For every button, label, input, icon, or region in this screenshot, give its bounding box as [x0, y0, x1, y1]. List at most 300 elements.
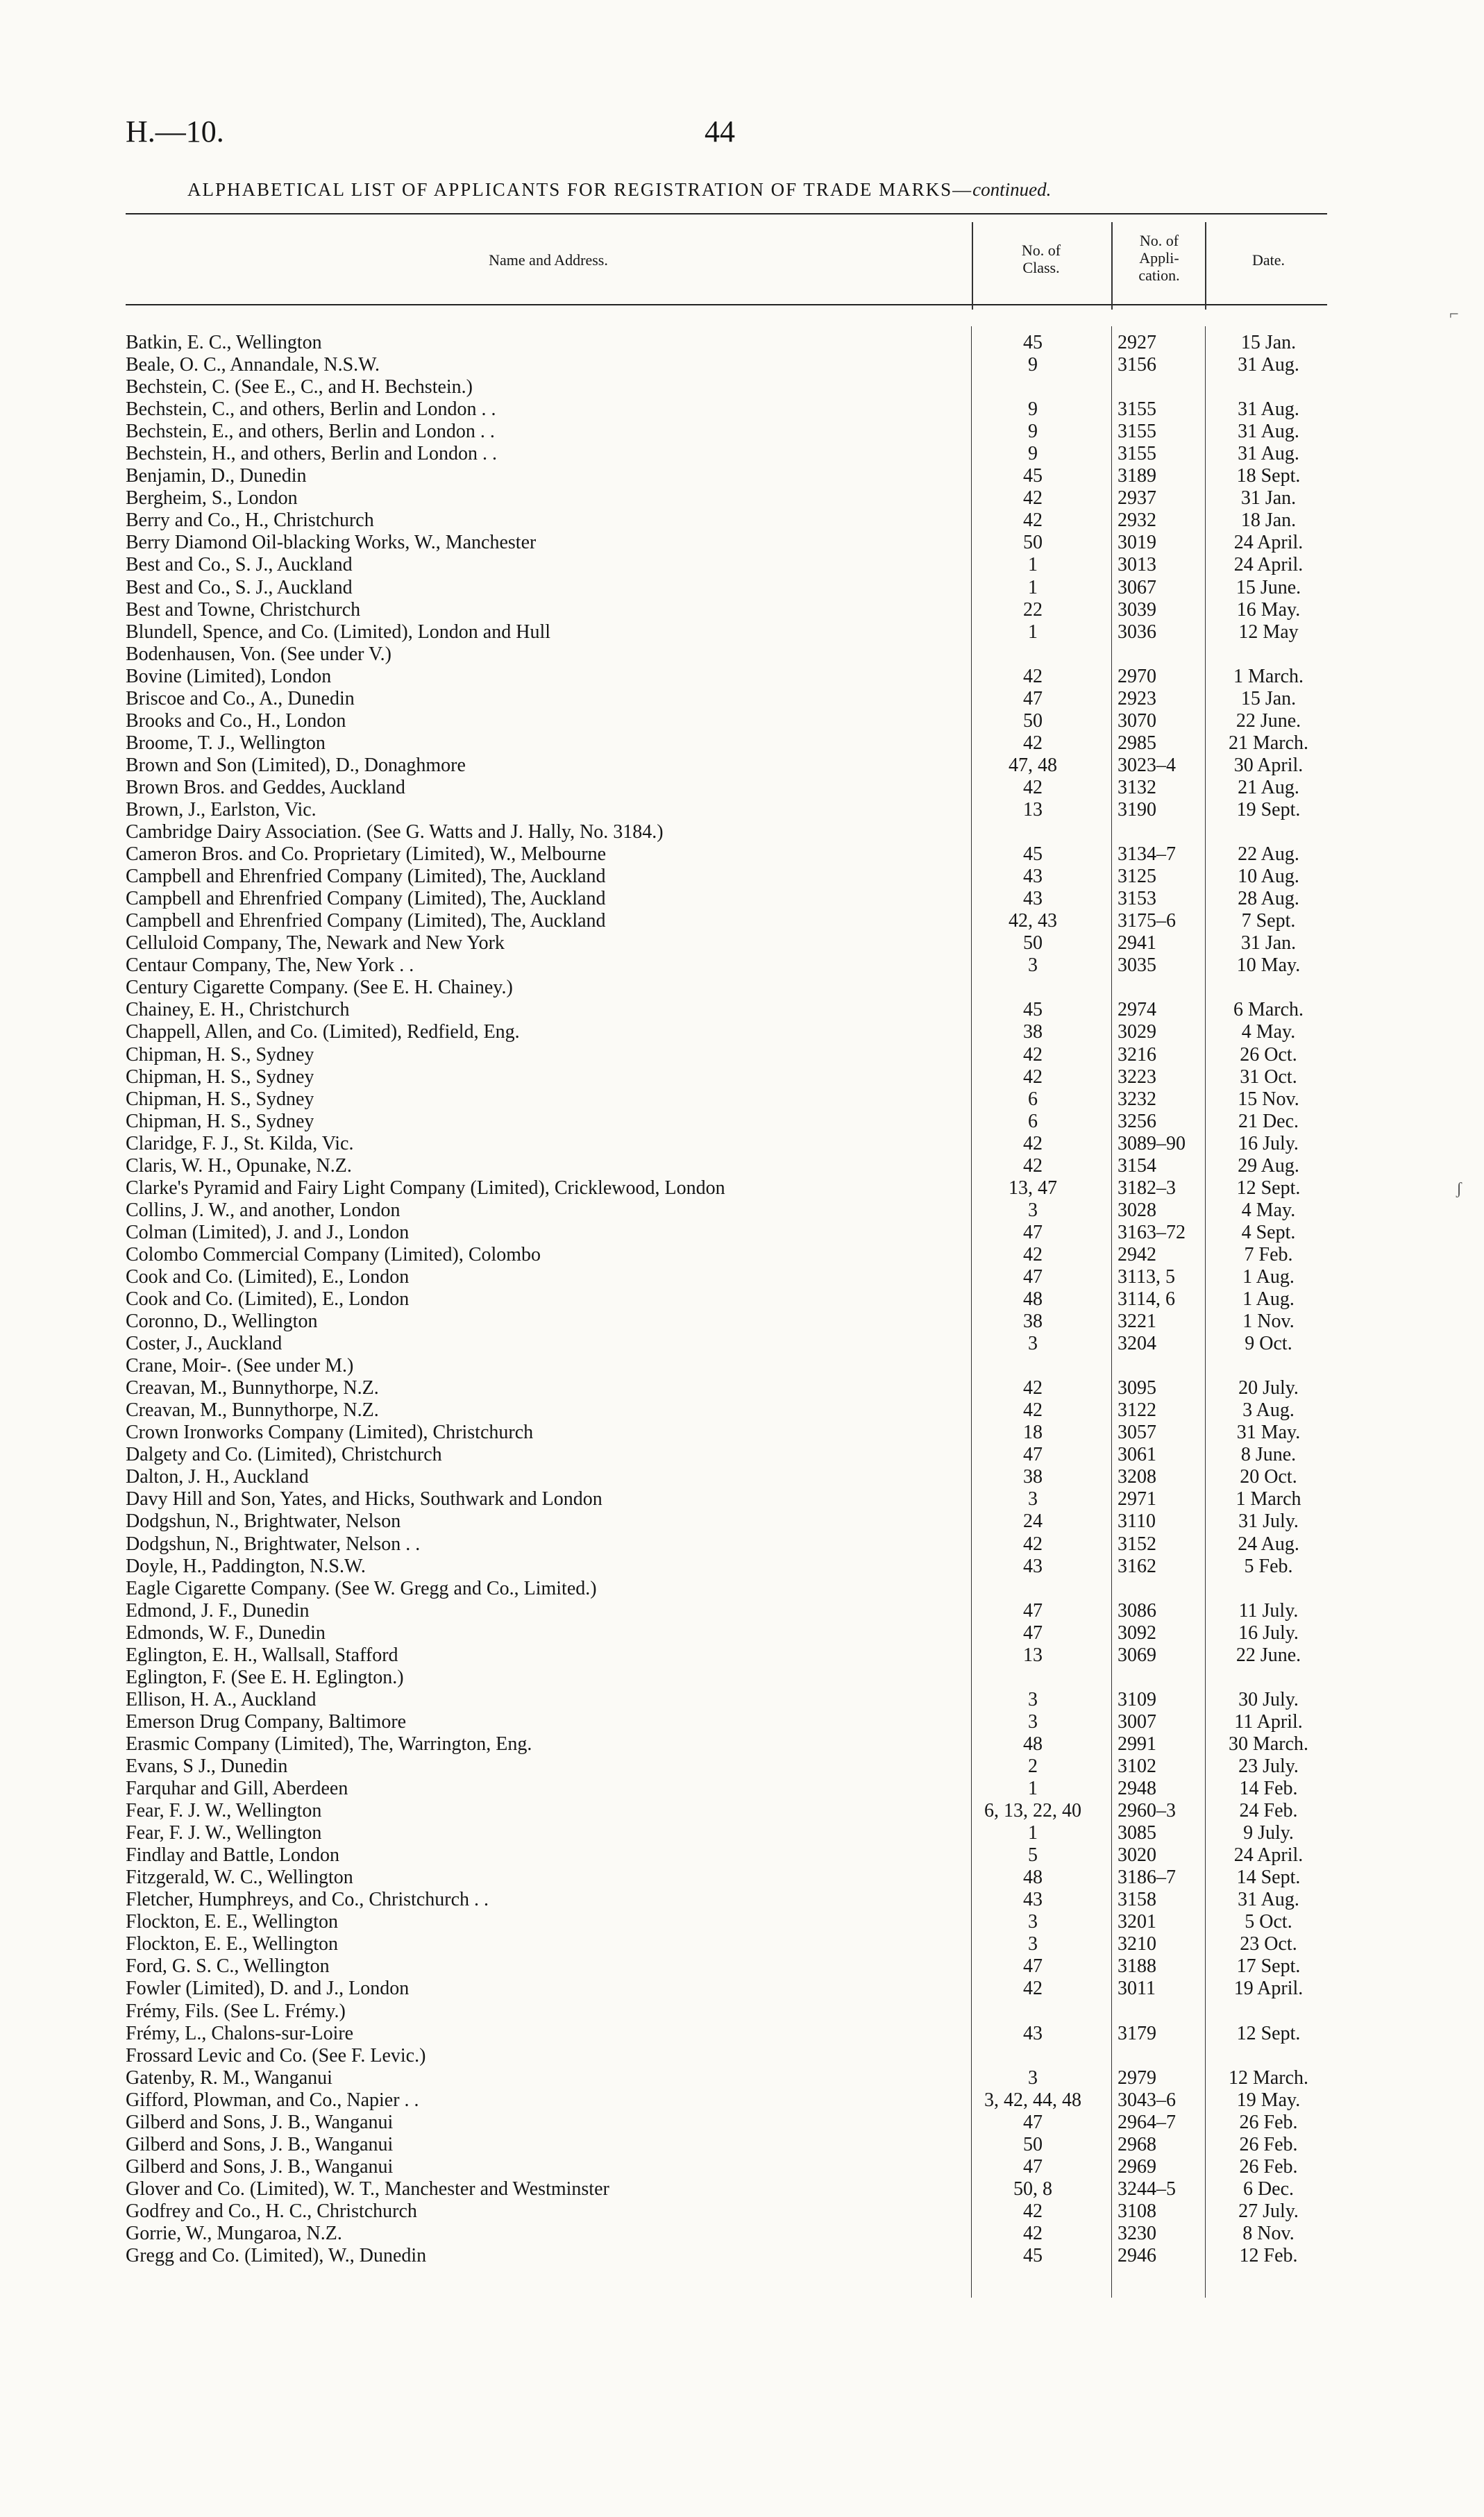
application-date: 31 Aug. [1238, 398, 1299, 421]
application-date: 16 July. [1238, 1622, 1299, 1644]
table-row [0, 643, 1484, 666]
applicant-name: Coronno, D., Wellington [126, 1311, 318, 1333]
application-number: 3230 [1118, 2222, 1156, 2244]
application-date: 23 July. [1238, 1756, 1299, 1777]
class-number: 42 [1023, 1154, 1043, 1177]
applicant-name: Frossard Levic and Co. (See F. Levic.) [126, 2044, 426, 2066]
class-number: 6 [1028, 1088, 1038, 1110]
application-number: 3019 [1118, 532, 1156, 554]
applicant-name: Frémy, L., Chalons-sur-Loire [126, 2022, 354, 2044]
table-row [0, 1955, 1484, 1978]
applicant-name: Coster, J., Auckland [126, 1333, 283, 1355]
applicant-name: Findlay and Battle, London [126, 1844, 339, 1867]
applicant-name: Evans, S J., Dunedin [126, 1756, 288, 1777]
table-row [0, 1288, 1484, 1311]
application-number: 3204 [1118, 1333, 1156, 1355]
table-row [0, 2067, 1484, 2089]
class-number: 45 [1023, 465, 1043, 487]
application-date: 14 Feb. [1239, 1778, 1298, 1800]
application-number: 3013 [1118, 554, 1156, 576]
class-number: 42 [1023, 1066, 1043, 1088]
applicant-name: Collins, J. W., and another, London [126, 1199, 400, 1221]
application-number: 3036 [1118, 621, 1156, 643]
class-number: 45 [1023, 843, 1043, 866]
table-row [0, 1444, 1484, 1466]
class-number: 6, 13, 22, 40 [984, 1800, 1081, 1822]
applicant-name: Glover and Co. (Limited), W. T., Manchester and Westminster [126, 2178, 609, 2200]
applicant-name: Campbell and Ehrenfried Company (Limited), The, Auckland [126, 888, 606, 910]
column-divider-application [1111, 222, 1113, 310]
applicant-name: Cook and Co. (Limited), E., London [126, 1265, 410, 1288]
table-row [0, 1222, 1484, 1244]
class-number: 42 [1023, 732, 1043, 754]
applicant-name: Brown, J., Earlston, Vic. [126, 798, 317, 820]
class-number: 3, 42, 44, 48 [984, 2089, 1081, 2111]
applicant-name: Berry Diamond Oil-blacking Works, W., Manchester [126, 532, 537, 554]
class-number: 50 [1023, 932, 1043, 954]
application-date: 17 Sept. [1236, 1955, 1301, 1978]
class-number: 43 [1023, 1889, 1043, 1911]
applicant-name: Brown and Son (Limited), D., Donaghmore [126, 754, 466, 776]
application-number: 3134–7 [1118, 843, 1176, 866]
table-row [0, 532, 1484, 554]
class-number: 48 [1023, 1288, 1043, 1311]
applicant-name: Eagle Cigarette Company. (See W. Gregg and Co., Limited.) [126, 1577, 597, 1599]
applicant-name: Claris, W. H., Opunake, N.Z. [126, 1154, 352, 1177]
table-row [0, 1667, 1484, 1689]
application-date: 30 March. [1228, 1733, 1309, 1755]
class-number: 45 [1023, 2245, 1043, 2267]
application-number: 3221 [1118, 1311, 1156, 1333]
table-row [0, 487, 1484, 510]
table-row [0, 2112, 1484, 2134]
application-date: 5 Oct. [1245, 1911, 1292, 1933]
class-number: 50 [1023, 709, 1043, 732]
column-header-application: No. of Appli- cation. [1138, 232, 1180, 284]
applicant-name: Gilberd and Sons, J. B., Wanganui [126, 2111, 394, 2133]
applicant-name: Batkin, E. C., Wellington [126, 332, 322, 353]
application-number: 3179 [1118, 2022, 1156, 2044]
application-number: 3188 [1118, 1955, 1156, 1978]
class-number: 13 [1023, 798, 1043, 820]
applicant-name: Dodgshun, N., Brightwater, Nelson [126, 1510, 401, 1533]
table-row [0, 1466, 1484, 1488]
table-row [0, 1044, 1484, 1066]
table-row [0, 1800, 1484, 1822]
applicant-name: Benjamin, D., Dunedin [126, 465, 307, 487]
table-row [0, 1756, 1484, 1778]
class-number: 42 [1023, 1377, 1043, 1399]
table-top-rule [126, 213, 1327, 214]
applicant-name: Cambridge Dairy Association. (See G. Watts and J. Hally, No. 3184.) [126, 821, 664, 843]
table-row [0, 688, 1484, 710]
table-row [0, 2023, 1484, 2045]
table-row [0, 1911, 1484, 1933]
application-number: 3163–72 [1118, 1221, 1186, 1243]
table-row [0, 1978, 1484, 2000]
application-number: 2942 [1118, 1243, 1156, 1265]
application-number: 3057 [1118, 1422, 1156, 1444]
class-number: 43 [1023, 1555, 1043, 1577]
applicant-name: Ford, G. S. C., Wellington [126, 1955, 330, 1978]
applicant-name: Colombo Commercial Company (Limited), Colombo [126, 1243, 541, 1265]
class-number: 38 [1023, 1466, 1043, 1488]
table-row [0, 354, 1484, 376]
application-date: 19 Sept. [1236, 798, 1301, 820]
table-row [0, 443, 1484, 465]
table-row [0, 1244, 1484, 1266]
applicant-name: Chappell, Allen, and Co. (Limited), Redfield, Eng. [126, 1021, 520, 1043]
application-number: 3156 [1118, 354, 1156, 376]
table-row [0, 710, 1484, 732]
application-date: 31 May. [1236, 1422, 1301, 1444]
applicant-name: Bodenhausen, Von. (See under V.) [126, 643, 391, 665]
class-number: 42, 43 [1009, 910, 1057, 932]
class-number: 24 [1023, 1510, 1043, 1533]
column-header-class: No. of Class. [1021, 242, 1061, 276]
class-number: 42 [1023, 665, 1043, 687]
application-number: 2970 [1118, 665, 1156, 687]
application-date: 9 July. [1243, 1822, 1294, 1844]
application-number: 3109 [1118, 1688, 1156, 1710]
table-row [0, 1778, 1484, 1800]
table-row [0, 666, 1484, 688]
table-row [0, 1578, 1484, 1600]
applicant-name: Gregg and Co. (Limited), W., Dunedin [126, 2245, 427, 2267]
applicant-name: Flockton, E. E., Wellington [126, 1933, 338, 1955]
table-row [0, 732, 1484, 755]
application-date: 21 Dec. [1238, 1110, 1299, 1132]
table-row [0, 977, 1484, 999]
application-date: 24 April. [1233, 554, 1304, 576]
table-row [0, 932, 1484, 954]
class-number: 38 [1023, 1021, 1043, 1043]
application-number: 3095 [1118, 1377, 1156, 1399]
application-number: 2991 [1118, 1733, 1156, 1755]
applicant-name: Best and Co., S. J., Auckland [126, 554, 353, 576]
application-number: 3189 [1118, 465, 1156, 487]
table-row [0, 1155, 1484, 1177]
applicant-name: Gilberd and Sons, J. B., Wanganui [126, 2155, 394, 2178]
class-number: 50 [1023, 2133, 1043, 2155]
applicant-name: Chainey, E. H., Christchurch [126, 999, 350, 1021]
class-number: 3 [1028, 2066, 1038, 2089]
table-row [0, 376, 1484, 398]
table-row [0, 799, 1484, 821]
table-row [0, 1399, 1484, 1422]
table-row [0, 621, 1484, 643]
applicant-name: Brown Bros. and Geddes, Auckland [126, 776, 405, 798]
application-number: 3155 [1118, 421, 1156, 443]
application-date: 12 May [1238, 621, 1299, 643]
application-number: 3086 [1118, 1599, 1156, 1622]
application-number: 2979 [1118, 2066, 1156, 2089]
class-number: 45 [1023, 332, 1043, 353]
table-row [0, 421, 1484, 443]
application-number: 2946 [1118, 2245, 1156, 2267]
applicant-name: Chipman, H. S., Sydney [126, 1110, 314, 1132]
applicant-name: Fear, F. J. W., Wellington [126, 1822, 322, 1844]
table-row [0, 554, 1484, 576]
applicant-name: Creavan, M., Bunnythorpe, N.Z. [126, 1377, 379, 1399]
class-number: 47 [1023, 2111, 1043, 2133]
applicant-name: Fowler (Limited), D. and J., London [126, 1978, 410, 2000]
column-header-date: Date. [1251, 251, 1285, 269]
class-number: 48 [1023, 1867, 1043, 1889]
class-number: 47 [1023, 687, 1043, 709]
applicant-name: Clarke's Pyramid and Fairy Light Company (Limited), Cricklewood, London [126, 1177, 725, 1199]
applicant-name: Emerson Drug Company, Baltimore [126, 1710, 407, 1733]
class-number: 3 [1028, 1333, 1038, 1355]
application-number: 3069 [1118, 1644, 1156, 1666]
application-date: 12 Sept. [1236, 1177, 1301, 1199]
application-date: 4 Sept. [1241, 1221, 1296, 1243]
application-date: 24 April. [1233, 1844, 1304, 1867]
application-date: 9 Oct. [1245, 1333, 1292, 1355]
application-number: 3223 [1118, 1066, 1156, 1088]
application-date: 18 Jan. [1240, 510, 1297, 532]
application-number: 3067 [1118, 576, 1156, 598]
application-date: 28 Aug. [1238, 888, 1299, 910]
application-number: 3011 [1118, 1978, 1156, 2000]
class-number: 3 [1028, 1199, 1038, 1221]
applicant-name: Cook and Co. (Limited), E., London [126, 1288, 410, 1311]
application-date: 24 Feb. [1239, 1800, 1298, 1822]
applicant-name: Briscoe and Co., A., Dunedin [126, 687, 355, 709]
table-row [0, 1822, 1484, 1844]
application-date: 15 Jan. [1240, 332, 1297, 353]
applicant-name: Ellison, H. A., Auckland [126, 1688, 317, 1710]
applicant-name: Creavan, M., Bunnythorpe, N.Z. [126, 1399, 379, 1422]
table-row [0, 599, 1484, 621]
application-date: 20 July. [1238, 1377, 1299, 1399]
table-row [0, 1733, 1484, 1756]
table-row [0, 1844, 1484, 1867]
application-date: 22 June. [1236, 709, 1301, 732]
application-number: 3029 [1118, 1021, 1156, 1043]
parliamentary-paper-code: H.—10. [126, 115, 224, 149]
application-date: 15 Nov. [1238, 1088, 1299, 1110]
column-divider-class [972, 222, 973, 310]
table-row [0, 510, 1484, 532]
table-row [0, 1355, 1484, 1377]
application-number: 2948 [1118, 1778, 1156, 1800]
class-number: 6 [1028, 1110, 1038, 1132]
applicant-name: Dodgshun, N., Brightwater, Nelson . . [126, 1533, 421, 1555]
application-number: 3102 [1118, 1756, 1156, 1777]
class-number: 50 [1023, 532, 1043, 554]
application-number: 2932 [1118, 510, 1156, 532]
applicant-name: Dalton, J. H., Auckland [126, 1466, 309, 1488]
application-date: 26 Feb. [1239, 2133, 1298, 2155]
table-row [0, 1600, 1484, 1622]
table-row [0, 1867, 1484, 1889]
table-row [0, 2001, 1484, 2023]
class-number: 42 [1023, 2200, 1043, 2222]
application-date: 12 Feb. [1239, 2245, 1298, 2267]
table-row [0, 2045, 1484, 2067]
applicant-name: Edmond, J. F., Dunedin [126, 1599, 310, 1622]
class-number: 47 [1023, 1221, 1043, 1243]
application-date: 14 Sept. [1236, 1867, 1301, 1889]
application-date: 15 Jan. [1240, 687, 1297, 709]
application-number: 3070 [1118, 709, 1156, 732]
application-date: 26 Feb. [1239, 2155, 1298, 2178]
application-date: 31 Aug. [1238, 1889, 1299, 1911]
application-number: 3155 [1118, 398, 1156, 421]
application-date: 30 April. [1233, 754, 1304, 776]
application-number: 3114, 6 [1118, 1288, 1175, 1311]
application-date: 10 Aug. [1238, 866, 1299, 888]
application-date: 8 June. [1240, 1444, 1297, 1466]
application-date: 31 July. [1238, 1510, 1299, 1533]
applicant-name: Gatenby, R. M., Wanganui [126, 2066, 332, 2089]
table-row [0, 1933, 1484, 1955]
table-row [0, 1488, 1484, 1510]
table-row [0, 2156, 1484, 2178]
applicant-name: Davy Hill and Son, Yates, and Hicks, Southwark and London [126, 1488, 602, 1510]
table-row [0, 866, 1484, 888]
class-number: 5 [1028, 1844, 1038, 1867]
application-date: 23 Oct. [1240, 1933, 1297, 1955]
application-date: 19 May. [1236, 2089, 1301, 2111]
class-number: 42 [1023, 1243, 1043, 1265]
application-date: 22 Aug. [1238, 843, 1299, 866]
table-row [0, 465, 1484, 487]
application-number: 2971 [1118, 1488, 1156, 1510]
application-number: 3007 [1118, 1710, 1156, 1733]
application-number: 3108 [1118, 2200, 1156, 2222]
applicant-name: Bovine (Limited), London [126, 665, 332, 687]
table-row [0, 821, 1484, 843]
application-date: 5 Feb. [1244, 1555, 1293, 1577]
table-row [0, 755, 1484, 777]
applicant-name: Blundell, Spence, and Co. (Limited), London and Hull [126, 621, 551, 643]
class-number: 9 [1028, 421, 1038, 443]
application-date: 19 April. [1233, 1978, 1304, 2000]
application-number: 3020 [1118, 1844, 1156, 1867]
application-date: 4 May. [1241, 1021, 1296, 1043]
application-number: 3043–6 [1118, 2089, 1176, 2111]
application-number: 3186–7 [1118, 1867, 1176, 1889]
application-number: 3216 [1118, 1043, 1156, 1066]
application-number: 3125 [1118, 866, 1156, 888]
applicant-name: Bergheim, S., London [126, 487, 298, 510]
table-row [0, 2134, 1484, 2156]
application-number: 3190 [1118, 798, 1156, 820]
applicant-name: Edmonds, W. F., Dunedin [126, 1622, 326, 1644]
class-number: 18 [1023, 1422, 1043, 1444]
applicant-name: Frémy, Fils. (See L. Frémy.) [126, 2000, 346, 2022]
application-number: 3232 [1118, 1088, 1156, 1110]
table-row [0, 1311, 1484, 1333]
applicant-name: Crane, Moir-. (See under M.) [126, 1355, 354, 1377]
applicant-name: Bechstein, C., and others, Berlin and London . . [126, 398, 496, 421]
application-date: 15 June. [1236, 576, 1301, 598]
applicant-name: Chipman, H. S., Sydney [126, 1043, 314, 1066]
applicant-name: Best and Co., S. J., Auckland [126, 576, 353, 598]
application-number: 3256 [1118, 1110, 1156, 1132]
application-date: 22 June. [1236, 1644, 1301, 1666]
list-title [187, 179, 1051, 201]
application-number: 3162 [1118, 1555, 1156, 1577]
class-number: 43 [1023, 866, 1043, 888]
applicant-name: Fitzgerald, W. C., Wellington [126, 1867, 353, 1889]
class-number: 43 [1023, 2022, 1043, 2044]
application-date: 27 July. [1238, 2200, 1299, 2222]
margin-scribble-top: ⌐ [1449, 305, 1459, 323]
application-number: 2969 [1118, 2155, 1156, 2178]
application-date: 21 March. [1228, 732, 1309, 754]
applicant-name: Berry and Co., H., Christchurch [126, 510, 374, 532]
application-number: 3110 [1118, 1510, 1156, 1533]
class-number: 3 [1028, 1710, 1038, 1733]
class-number: 2 [1028, 1756, 1038, 1777]
application-date: 16 May. [1236, 598, 1301, 621]
applicant-name: Erasmic Company (Limited), The, Warrington, Eng. [126, 1733, 532, 1755]
class-number: 1 [1028, 1822, 1038, 1844]
application-number: 3182–3 [1118, 1177, 1176, 1199]
class-number: 47 [1023, 1622, 1043, 1644]
application-number: 3122 [1118, 1399, 1156, 1422]
class-number: 22 [1023, 598, 1043, 621]
class-number: 47 [1023, 1444, 1043, 1466]
table-row [0, 1111, 1484, 1133]
class-number: 42 [1023, 2222, 1043, 2244]
application-number: 2964–7 [1118, 2111, 1176, 2133]
application-number: 2927 [1118, 332, 1156, 353]
table-row [0, 1689, 1484, 1711]
application-date: 31 Aug. [1238, 354, 1299, 376]
class-number: 1 [1028, 621, 1038, 643]
class-number: 42 [1023, 510, 1043, 532]
class-number: 3 [1028, 954, 1038, 977]
applicant-name: Farquhar and Gill, Aberdeen [126, 1778, 348, 1800]
table-row [0, 2089, 1484, 2112]
list-title-main: ALPHABETICAL LIST OF APPLICANTS FOR REGISTRATION OF TRADE MARKS— [187, 179, 973, 200]
class-number: 47, 48 [1009, 754, 1057, 776]
application-number: 3085 [1118, 1822, 1156, 1844]
class-number: 47 [1023, 2155, 1043, 2178]
applicant-name: Century Cigarette Company. (See E. H. Chainey.) [126, 977, 513, 999]
application-number: 3132 [1118, 776, 1156, 798]
applicant-name: Celluloid Company, The, Newark and New York [126, 932, 505, 954]
class-number: 48 [1023, 1733, 1043, 1755]
application-date: 4 May. [1241, 1199, 1296, 1221]
application-date: 6 Dec. [1242, 2178, 1295, 2200]
application-date: 21 Aug. [1238, 776, 1299, 798]
application-date: 24 Aug. [1238, 1533, 1299, 1555]
table-row [0, 2245, 1484, 2267]
table-row [0, 1021, 1484, 1043]
application-date: 11 April. [1234, 1710, 1303, 1733]
table-row [0, 1556, 1484, 1578]
application-number: 3152 [1118, 1533, 1156, 1555]
application-date: 26 Oct. [1240, 1043, 1297, 1066]
table-row [0, 1266, 1484, 1288]
application-number: 3023–4 [1118, 754, 1176, 776]
applicant-name: Dalgety and Co. (Limited), Christchurch [126, 1444, 442, 1466]
application-number: 3155 [1118, 443, 1156, 465]
applicant-name: Cameron Bros. and Co. Proprietary (Limited), W., Melbourne [126, 843, 607, 866]
page-number: 44 [705, 115, 735, 149]
class-number: 42 [1023, 1399, 1043, 1422]
application-date: 31 Aug. [1238, 421, 1299, 443]
table-row [0, 954, 1484, 977]
class-number: 47 [1023, 1265, 1043, 1288]
class-number: 9 [1028, 354, 1038, 376]
applicant-name: Centaur Company, The, New York . . [126, 954, 414, 977]
